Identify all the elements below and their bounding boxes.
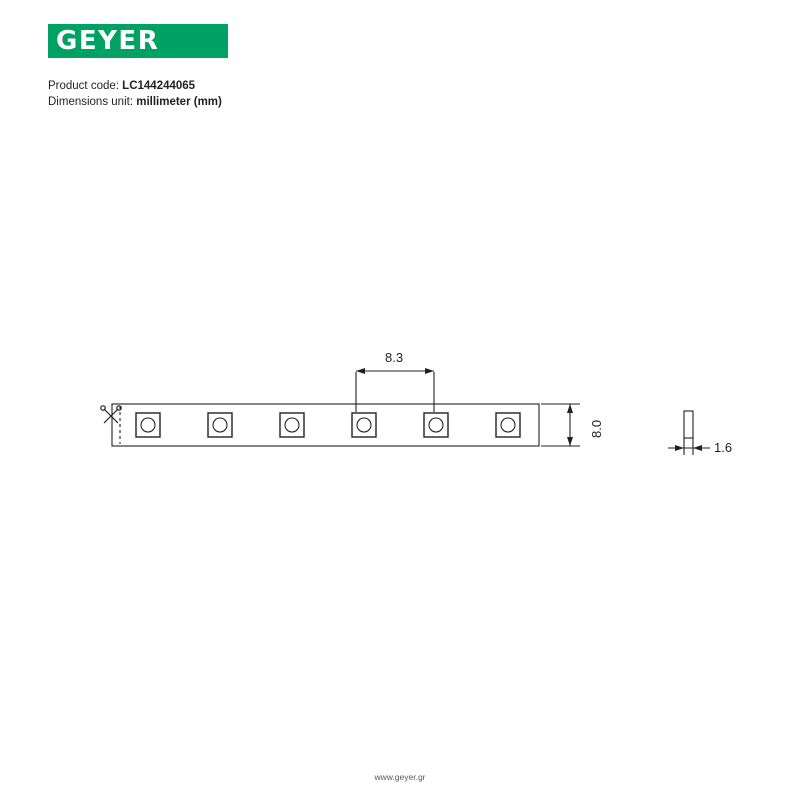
dimension-pitch	[356, 368, 434, 412]
strip-body	[112, 404, 539, 446]
dimension-label-width: 8.0	[589, 419, 604, 438]
led-1	[136, 413, 160, 437]
footer-website: www.geyer.gr	[374, 772, 426, 782]
product-code-label: Product code:	[48, 80, 119, 92]
led-4	[352, 413, 376, 437]
dimensions-unit-label: Dimensions unit:	[48, 96, 134, 108]
dimension-width	[541, 404, 580, 446]
led-2	[208, 413, 232, 437]
dimension-thickness	[668, 438, 710, 455]
side-view	[684, 411, 693, 438]
led-6	[496, 413, 520, 437]
dimension-label-pitch: 8.3	[385, 350, 404, 365]
dimensions-unit-value: millimeter (mm)	[136, 96, 222, 108]
dimension-label-thickness: 1.6	[714, 440, 733, 455]
product-code-value: LC144244065	[122, 80, 196, 92]
brand-logo-text: GEYER	[56, 26, 160, 56]
led-5	[424, 413, 448, 437]
led-3	[280, 413, 304, 437]
scissors-icon	[101, 406, 121, 423]
